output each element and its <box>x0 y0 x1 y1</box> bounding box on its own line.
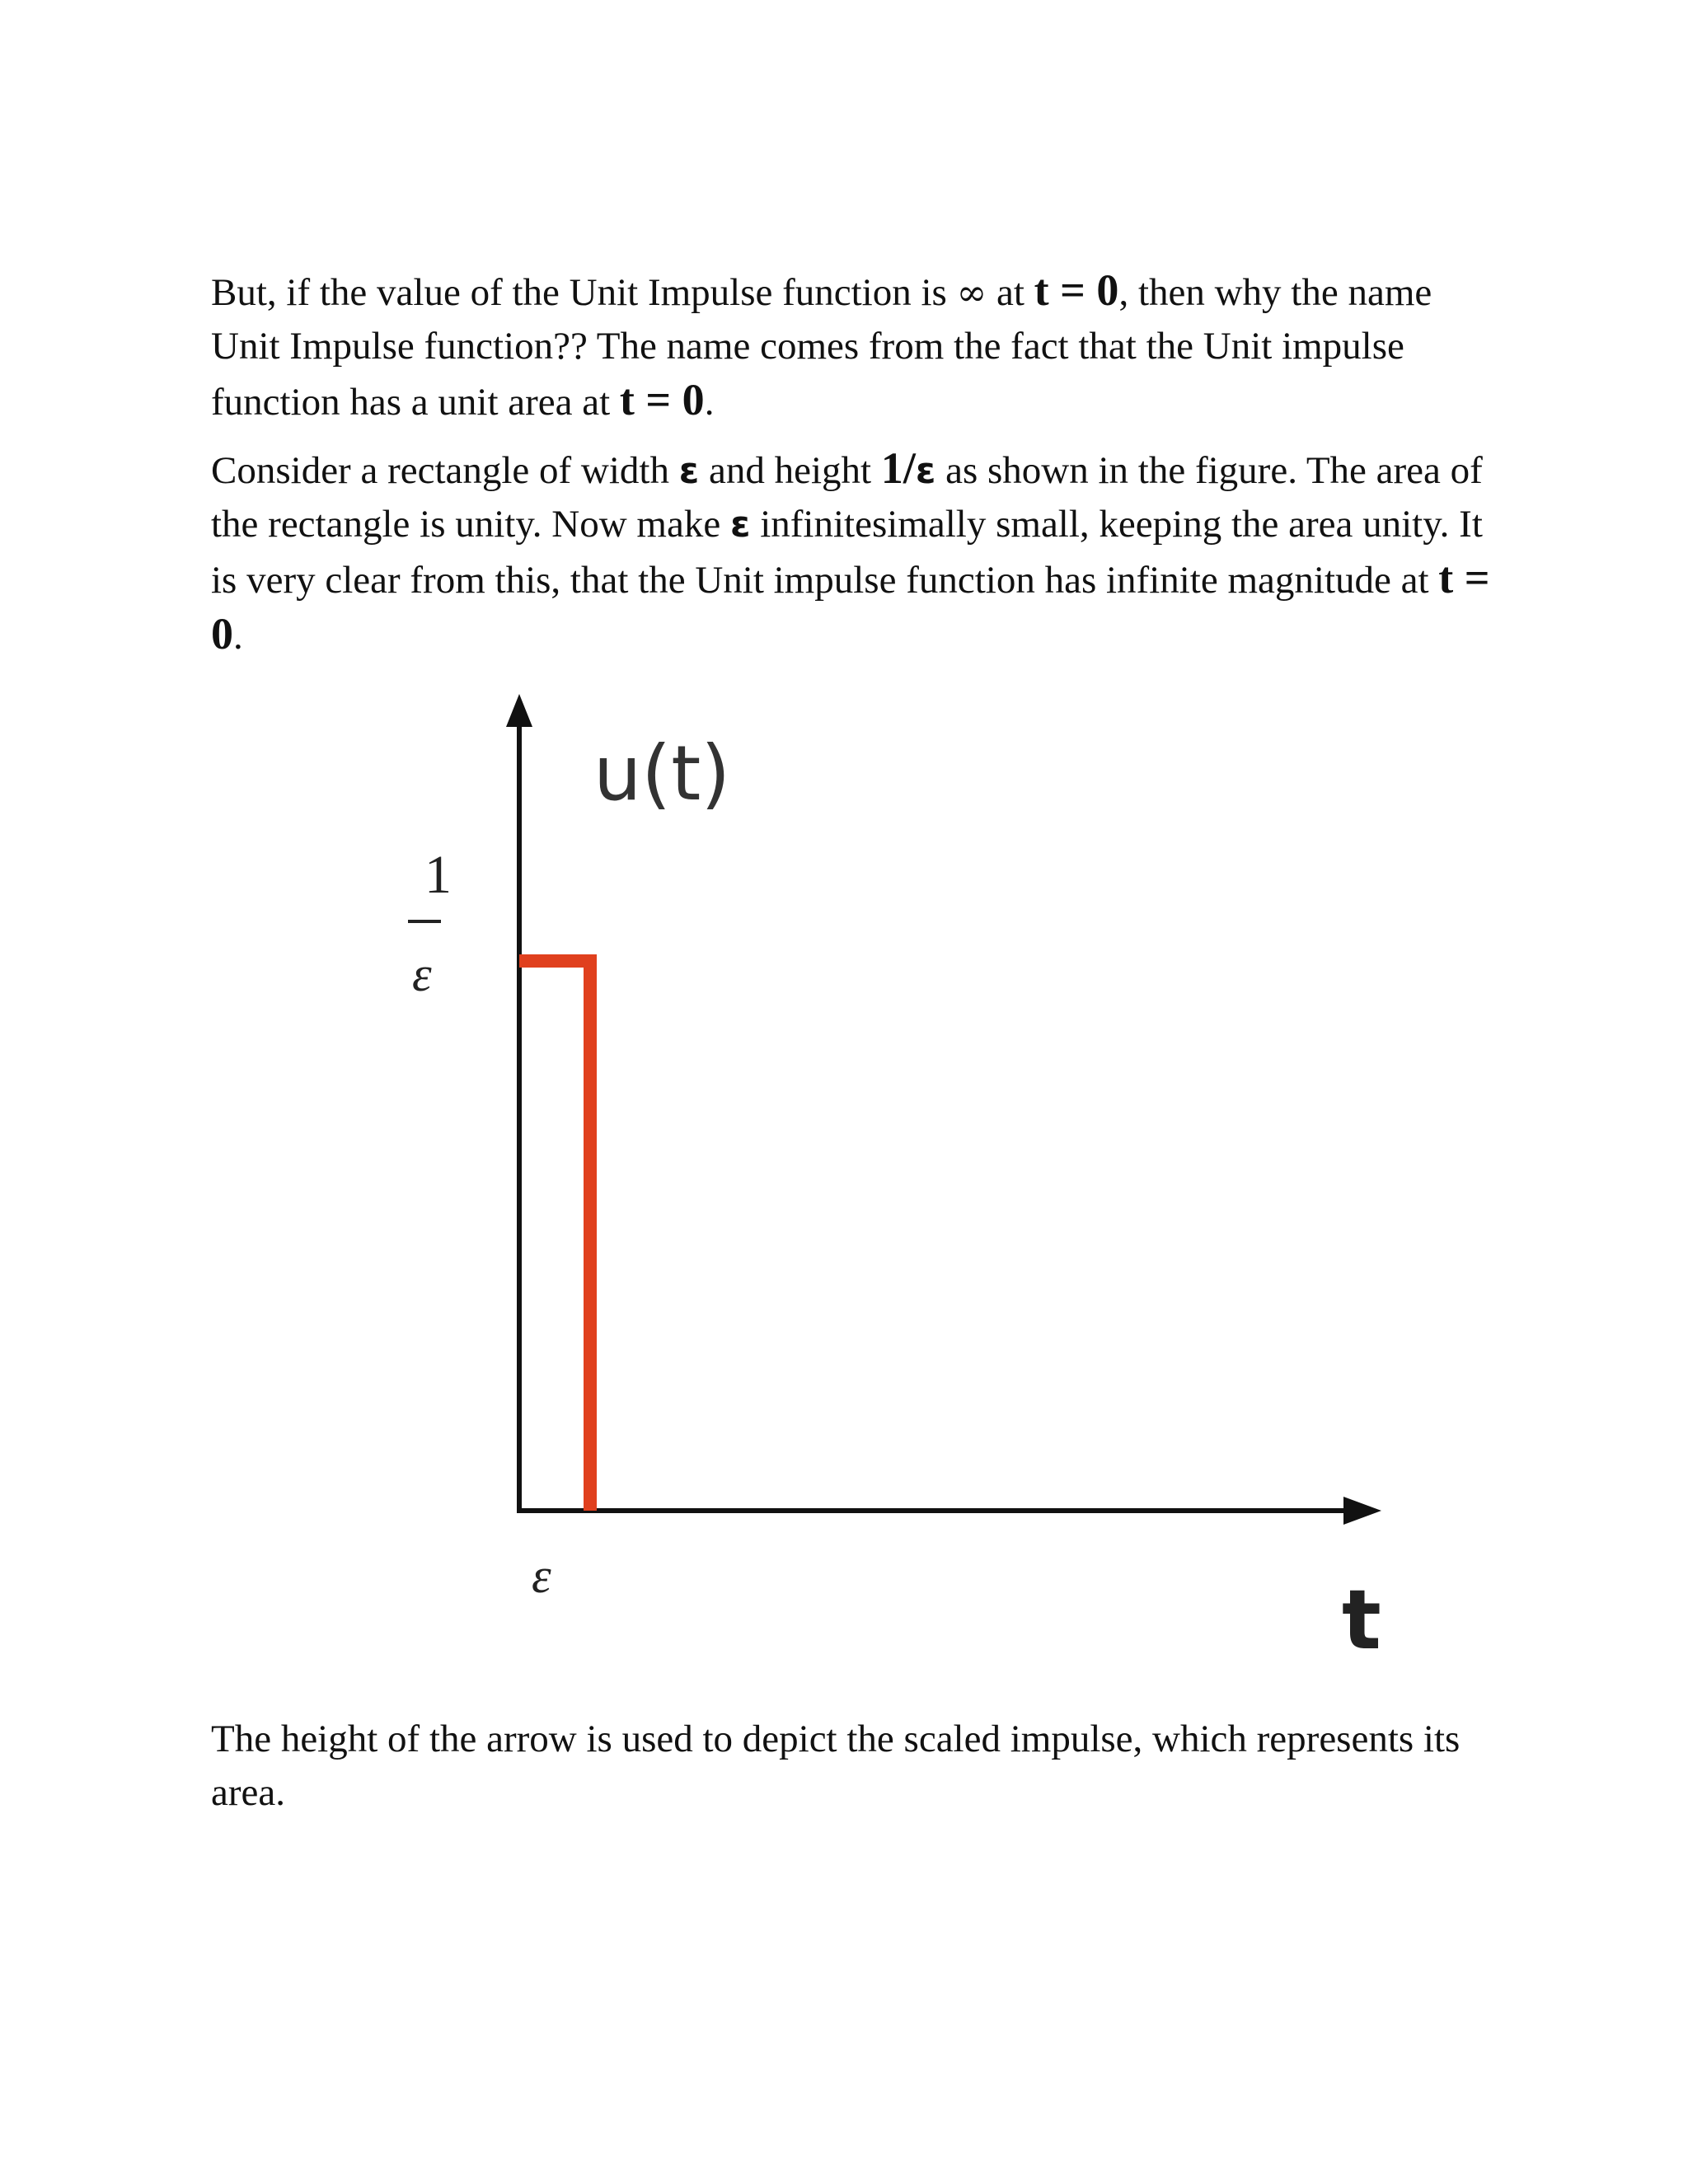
y-tick-numerator: 1 <box>424 845 452 905</box>
equation-t-equals-zero: t = 0 <box>619 375 705 424</box>
height-expression: 1/ <box>880 443 916 493</box>
paragraph-rectangle-explanation <box>211 442 1497 663</box>
function-label: u(t) <box>593 729 731 818</box>
text-run: The height of the arrow is used to depict the scaled impulse, which represents its area. <box>211 1718 1461 1814</box>
paragraph-arrow-height <box>211 1713 1497 1820</box>
text-run: at <box>987 271 1034 314</box>
epsilon-symbol: ε <box>729 504 751 546</box>
text-run: Consider a rectangle of width <box>211 449 679 492</box>
equation-t-equals-zero: t = 0 <box>1034 265 1119 315</box>
paragraph-unit-impulse-name <box>211 264 1497 429</box>
y-tick-denominator: ε <box>412 947 432 1001</box>
y-axis-arrowhead <box>506 694 532 727</box>
text-run: as shown in the figure. The area of the rectangle is unity. Now make <box>211 449 1483 546</box>
x-axis-label: t <box>1342 1572 1381 1668</box>
text-run: . <box>704 381 715 424</box>
epsilon-symbol: ε <box>915 450 936 492</box>
text-run: , then why the name Unit Impulse function?? The name comes from the fact that the Unit impulse function has a unit area at <box>211 271 1432 424</box>
infinity-symbol: ∞ <box>956 272 987 314</box>
text-run: infinitesimally small, keeping the area unity. It is very clear from this, that the Unit impulse function has infinite magnitude at <box>211 503 1483 602</box>
text-run: . <box>233 615 243 658</box>
text-run: But, if the value of the Unit Impulse function is <box>211 271 957 314</box>
x-tick-epsilon: ε <box>532 1549 551 1603</box>
x-axis-arrowhead <box>1343 1497 1381 1525</box>
text-run: and height <box>699 449 881 492</box>
epsilon-symbol: ε <box>678 450 700 492</box>
pulse-rectangle <box>519 961 590 1511</box>
equation-t-equals-zero: t = 0 <box>211 553 1490 658</box>
